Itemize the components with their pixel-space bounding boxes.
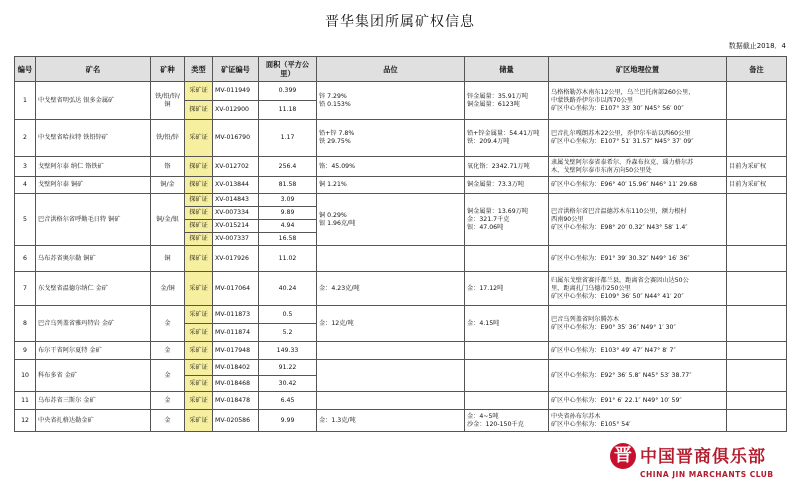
row-no: 7: [15, 272, 36, 306]
mineral-kind: 铬: [151, 157, 185, 177]
reserve: [465, 360, 549, 392]
mineral-kind: 金: [151, 342, 185, 360]
license-no: MV-018402: [213, 360, 259, 376]
header-reserve: 储量: [465, 57, 549, 82]
license-type: 采矿证: [185, 82, 213, 101]
license-type: 探矿证: [185, 157, 213, 177]
reserve: 金：4~5吨 沙金：120-150千克: [465, 410, 549, 432]
row-no: 5: [15, 194, 36, 246]
area: 5.2: [259, 324, 317, 342]
license-type: 探矿证: [185, 207, 213, 220]
license-no: XV-015214: [213, 220, 259, 233]
area: 149.33: [259, 342, 317, 360]
watermark-en-text: CHINA JIN MARCHANTS CLUB: [640, 470, 774, 479]
header-area: 面积（平方公里）: [259, 57, 317, 82]
license-type: 采矿证: [185, 342, 213, 360]
header-license: 矿证编号: [213, 57, 259, 82]
note: [727, 392, 787, 410]
license-type: 探矿证: [185, 101, 213, 120]
row-no: 3: [15, 157, 36, 177]
table-row: [15, 342, 787, 360]
area: 91.22: [259, 360, 317, 376]
grade: 铜 1.21%: [317, 177, 465, 194]
reserve: 金：17.12吨: [465, 272, 549, 306]
license-type: 采矿证: [185, 120, 213, 157]
grade: [317, 246, 465, 272]
license-no: MV-018478: [213, 392, 259, 410]
mine-name: 布尔干省阿尔夏特 金矿: [36, 342, 151, 360]
license-no: MV-020586: [213, 410, 259, 432]
license-no: MV-011873: [213, 306, 259, 324]
header-grade: 品位: [317, 57, 465, 82]
mining-rights-table: [14, 56, 787, 432]
reserve: 铅+锌金属量：54.41万吨 铁：209.4万吨: [465, 120, 549, 157]
license-type: 探矿证: [185, 194, 213, 207]
mineral-kind: 铜/金/银: [151, 194, 185, 246]
row-no: 1: [15, 82, 36, 120]
note: [727, 194, 787, 246]
license-no: XV-007337: [213, 233, 259, 246]
area: 4.94: [259, 220, 317, 233]
grade: 铬：45.09%: [317, 157, 465, 177]
reserve: 锌金属量：35.91万吨 铜金属量：6123吨: [465, 82, 549, 120]
area: 0.5: [259, 306, 317, 324]
location: 巴音扎尔嘎朗苏木22公里，乔伊尔车站以西60公里 矿区中心坐标为：E107° 51′ 31.57″ N45° 37′ 09″: [549, 120, 727, 157]
grade: 金：4.23克/吨: [317, 272, 465, 306]
license-no: XV-007334: [213, 207, 259, 220]
row-no: 8: [15, 306, 36, 342]
location: 巴音洪格尔省巴音温德苏木东110公里，额力根村 西南90公里 矿区中心坐标为：E98° 20′ 0.32″ N43° 58′ 1.4″: [549, 194, 727, 246]
mine-name: 中戈壁省哈拉特 铁铅锌矿: [36, 120, 151, 157]
area: 16.58: [259, 233, 317, 246]
location: 矿区中心坐标为：E91° 6′ 22.1″ N49° 10′ 59″: [549, 392, 727, 410]
area: 40.24: [259, 272, 317, 306]
table-row: [15, 246, 787, 272]
note: [727, 410, 787, 432]
area: 81.58: [259, 177, 317, 194]
table-row: [15, 410, 787, 432]
license-no: XV-017926: [213, 246, 259, 272]
location: 巴音乌列盖省阿尔腾苏木 矿区中心坐标为：E90° 35′ 36″ N49° 1′ 30″: [549, 306, 727, 342]
location: 矿区中心坐标为：E92° 36′ 5.8″ N45° 53′ 38.77″: [549, 360, 727, 392]
license-type: 探矿证: [185, 233, 213, 246]
grade: 锌 7.29% 铅 0.153%: [317, 82, 465, 120]
location: 隶属戈壁阿尔泰省泰希尔、乔森布拉克、瑙力格尔苏 木、戈壁阿尔泰市东南方向50公里处: [549, 157, 727, 177]
header-note: 备注: [727, 57, 787, 82]
reserve: [465, 246, 549, 272]
table-row: [15, 82, 787, 101]
header-type: 类型: [185, 57, 213, 82]
license-no: MV-011949: [213, 82, 259, 101]
mineral-kind: 金: [151, 360, 185, 392]
area: 0.399: [259, 82, 317, 101]
mineral-kind: 铁/铅/锌/铜: [151, 82, 185, 120]
header-kind: 矿种: [151, 57, 185, 82]
mineral-kind: 金: [151, 392, 185, 410]
location: 乌格格勒苏木南东12公里，乌兰巴托南部260公里， 中蒙铁路乔伊尔市以西70公里 矿区中心坐标为：E107° 33′ 30″ N45° 56′ 00″: [549, 82, 727, 120]
table-row: [15, 392, 787, 410]
license-type: 探矿证: [185, 177, 213, 194]
mine-name: 中央省扎格达勒金矿: [36, 410, 151, 432]
page-title: 晋华集团所属矿权信息: [325, 14, 475, 30]
mine-name: 东戈壁省温德尔纳仁 金矿: [36, 272, 151, 306]
area: 11.18: [259, 101, 317, 120]
area: 6.45: [259, 392, 317, 410]
reserve: [465, 392, 549, 410]
license-no: MV-011874: [213, 324, 259, 342]
license-type: 采矿证: [185, 306, 213, 324]
license-type: 采矿证: [185, 360, 213, 376]
data-date: 数据截止2018．4: [728, 42, 786, 50]
area: 9.89: [259, 207, 317, 220]
club-logo-icon: 晋: [610, 443, 636, 469]
location: 中央省孙布尔苏木 矿区中心坐标为：E105° 54′: [549, 410, 727, 432]
row-no: 9: [15, 342, 36, 360]
note: [727, 272, 787, 306]
mineral-kind: 铁/铅/锌: [151, 120, 185, 157]
note: 目前为采矿权: [727, 177, 787, 194]
mine-name: 乌布苏省奥尔勒 铜矿: [36, 246, 151, 272]
row-no: 2: [15, 120, 36, 157]
table-row: [15, 194, 787, 207]
license-no: XV-014843: [213, 194, 259, 207]
note: [727, 246, 787, 272]
club-watermark: [606, 440, 794, 486]
grade: 金：12克/吨: [317, 306, 465, 342]
note: [727, 306, 787, 342]
header-location: 矿区地理位置: [549, 57, 727, 82]
area: 3.09: [259, 194, 317, 207]
row-no: 6: [15, 246, 36, 272]
header-name: 矿名: [36, 57, 151, 82]
license-type: 探矿证: [185, 246, 213, 272]
license-type: 采矿证: [185, 324, 213, 342]
note: 目前为采矿权: [727, 157, 787, 177]
area: 256.4: [259, 157, 317, 177]
row-no: 11: [15, 392, 36, 410]
license-no: XV-012900: [213, 101, 259, 120]
table-row: [15, 272, 787, 306]
table-row: [15, 306, 787, 324]
mineral-kind: 铜: [151, 246, 185, 272]
license-type: 采矿证: [185, 272, 213, 306]
reserve: 铜金属量：13.69万吨 金：321.7千克 银：47.06吨: [465, 194, 549, 246]
area: 30.42: [259, 376, 317, 392]
license-no: MV-017948: [213, 342, 259, 360]
mineral-kind: 金: [151, 306, 185, 342]
grade: 铅+锌 7.8% 铁 29.75%: [317, 120, 465, 157]
license-type: 采矿证: [185, 410, 213, 432]
table-row: [15, 120, 787, 157]
license-no: MV-016790: [213, 120, 259, 157]
note: [727, 342, 787, 360]
mineral-kind: 铜/金: [151, 177, 185, 194]
note: [727, 82, 787, 120]
mine-name: 乌布苏省三斯尔 金矿: [36, 392, 151, 410]
license-type: 探矿证: [185, 220, 213, 233]
reserve: 氧化铬：2342.71万吨: [465, 157, 549, 177]
location: 矿区中心坐标为：E103° 49′ 47″ N47° 8′ 7″: [549, 342, 727, 360]
area: 11.02: [259, 246, 317, 272]
reserve: 铜金属量：73.3万吨: [465, 177, 549, 194]
note: [727, 360, 787, 392]
table-row: [15, 177, 787, 194]
table-row: [15, 157, 787, 177]
grade: 金：1.3克/吨: [317, 410, 465, 432]
location: 矿区中心坐标为：E96° 40′ 15.96″ N46° 11′ 29.68: [549, 177, 727, 194]
mine-name: 巴音乌列盖省雅玛特岩 金矿: [36, 306, 151, 342]
note: [727, 120, 787, 157]
location: 矿区中心坐标为：E91° 39′ 30.32″ N49° 16′ 36″: [549, 246, 727, 272]
license-type: 采矿证: [185, 392, 213, 410]
mine-name: 戈壁阿尔泰 铜矿: [36, 177, 151, 194]
license-no: MV-018468: [213, 376, 259, 392]
mine-name: 中戈壁省明弘达 银多金属矿: [36, 82, 151, 120]
watermark-cn-text: 中国晋商俱乐部: [640, 447, 766, 467]
license-type: 采矿证: [185, 376, 213, 392]
area: 1.17: [259, 120, 317, 157]
header-no: 编号: [15, 57, 36, 82]
mineral-kind: 金: [151, 410, 185, 432]
license-no: MV-017064: [213, 272, 259, 306]
area: 9.99: [259, 410, 317, 432]
mine-name: 戈壁阿尔泰 纳仁 铬铁矿: [36, 157, 151, 177]
reserve: [465, 342, 549, 360]
grade: [317, 392, 465, 410]
mine-name: 巴音洪格尔省呼勤毛日特 铜矿: [36, 194, 151, 246]
table-header-row: [15, 57, 787, 82]
grade: [317, 360, 465, 392]
row-no: 4: [15, 177, 36, 194]
row-no: 12: [15, 410, 36, 432]
row-no: 10: [15, 360, 36, 392]
grade: 铜 0.29% 银 1.96克/吨: [317, 194, 465, 246]
license-no: XV-012702: [213, 157, 259, 177]
mine-name: 科布多省 金矿: [36, 360, 151, 392]
license-no: XV-013844: [213, 177, 259, 194]
table-row: [15, 360, 787, 376]
reserve: 金：4.15吨: [465, 306, 549, 342]
grade: [317, 342, 465, 360]
mineral-kind: 金/铜: [151, 272, 185, 306]
location: 归属东戈壁省赛汗都兰县，距离省会赛因山达50公 里，距离扎门乌德市250公里 矿区中心坐标为：E109° 36′ 50″ N44° 41′ 20″: [549, 272, 727, 306]
